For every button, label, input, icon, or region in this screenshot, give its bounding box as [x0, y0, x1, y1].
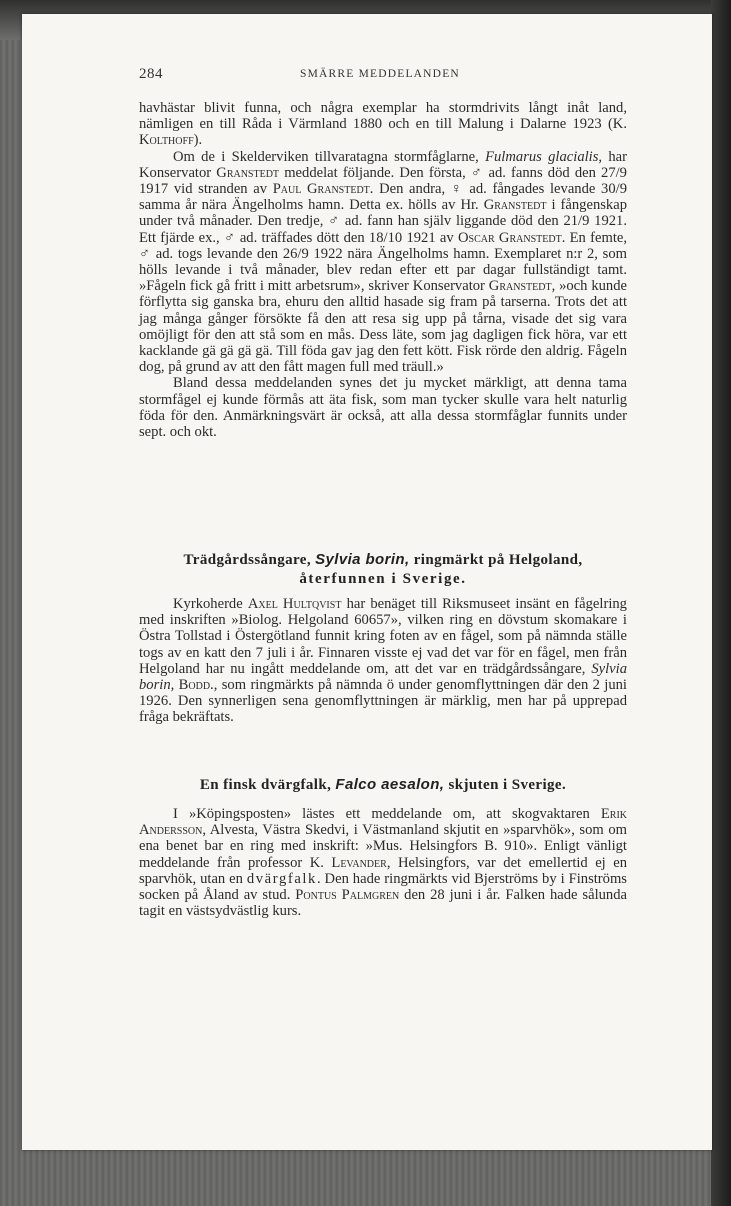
date-fraction: 21/9	[563, 213, 590, 230]
text-run: 1921. Ett fjärde ex., ♂ ad. träffades dött den	[139, 213, 628, 246]
text-run: Kyrkoherde	[173, 596, 248, 612]
article-3-body	[139, 806, 627, 919]
person-name: Oscar Granstedt	[457, 229, 562, 246]
date-fraction: 30/9	[601, 181, 627, 198]
person-name: Pontus Palmgren	[295, 887, 400, 904]
person-name: Erik Andersson	[139, 806, 627, 839]
article-2-body	[139, 596, 627, 726]
heading-text: återfunnen i Sverige.	[299, 571, 467, 587]
text-run: 1922 nära Ängelholms hamn. Exemplaret n:r 2, som hölls levande i två månader, blev redan efter ett par dagar fullständigt tamt. »Fågeln fick gå fritt i mitt arbetsrum», skriver Konservator	[139, 245, 627, 295]
heading-text: skjuten i Sverige.	[444, 777, 567, 793]
text-run: har Konservator	[139, 148, 627, 181]
person-name: Granstedt	[483, 197, 547, 214]
text-run: 1921 av	[402, 229, 458, 246]
text-run: i fångenskap under två månader. Den tredje, ♂ ad. fann han själv liggande död den	[139, 197, 627, 230]
text-run: , Helsingfors, var det emellertid ej en sparvhök, utan en	[139, 854, 627, 887]
running-title: SMÄRRE MEDDELANDEN	[300, 68, 460, 80]
person-name: Granstedt	[488, 278, 552, 295]
species-name: Sylvia borin,	[139, 660, 627, 694]
species-name: Sylvia borin,	[315, 551, 410, 568]
article-2-paragraph-1	[139, 596, 627, 726]
article-1-paragraph-1	[139, 100, 627, 149]
author-abbreviation: Bodd.	[178, 677, 214, 694]
text-run: 1917 vid stranden av	[139, 181, 273, 198]
species-name: Falco aesalon,	[335, 776, 445, 793]
date-fraction: 18/10	[368, 229, 403, 246]
text-run: . En femte, ♂ ad. togs levande den	[139, 229, 627, 262]
text-run: . Den hade ringmärkts vid Bjerströms by i Finströms socken på Åland av stud.	[139, 870, 627, 904]
heading-text: Trädgårdssångare,	[183, 552, 316, 568]
author-name: Kolthoff	[139, 132, 194, 149]
emphasized-word: dvärgfalk	[246, 870, 317, 887]
text-run: , Alvesta, Västra Skedvi, i Västmanland skjutit en »sparvhök», som om ena benet bar en ring med inskrift: »Mus. Helsingfors B. 910». Enligt vänligt meddelande från professor K.	[139, 822, 627, 871]
text-run: I »Köpingsposten» lästes ett meddelande om, att skogvaktaren	[173, 806, 601, 822]
text-run: den 28 juni i år. Falken hade sålunda tagit en västsydvästlig kurs.	[139, 887, 627, 920]
heading-text: ringmärkt på Helgoland,	[409, 552, 583, 568]
text-run: ).	[193, 132, 203, 149]
date-fraction: 27/9	[601, 164, 627, 181]
page-number: 284	[139, 66, 163, 82]
person-name: Granstedt	[216, 164, 280, 181]
text-run: havhästar blivit funna, och några exemplar ha stormdrivits långt inåt land, nämligen en till Råda i Värmland 1880 och en till Malung i Dalarne 1923 (K.	[139, 100, 627, 133]
person-name: Axel Hultqvist	[247, 596, 342, 612]
date-fraction: 26/9	[282, 245, 309, 262]
article-1-paragraph-3: Bland dessa meddelanden synes det ju mycket märkligt, att denna tama stormfågel ej kunde förmås att äta fisk, som man tycker skulle vara helt naturlig föda för den. Anmärkningsvärt är också, att alla dessa stormfåglar funnits under sept. och okt.	[139, 375, 627, 441]
person-name: Paul Granstedt	[272, 181, 370, 198]
article-3-heading	[139, 775, 627, 795]
text-run: . Den andra, ♀ ad. fångades levande	[369, 181, 602, 198]
article-2-heading	[139, 550, 627, 589]
heading-text: En finsk dvärgfalk,	[199, 777, 336, 793]
text-run: Om de i Skelderviken tillvaratagna stormfåglarne,	[173, 148, 486, 165]
text-run: har benäget till Riksmuseet insänt en fågelring med inskriften »Biolog. Helgoland 60657», vilken ring en dövstum skomakare i Östra Tollstad i Östergötland funnit kring foten av en fågel, som på nämnda ställe togs av en katt den 7 juli i år. Finnaren visste ej vad det var för en fågel, men från Helgoland har nu ingått meddelande om, att det var en trädgårdssångare,	[139, 596, 627, 677]
text-run: samma år nära Ängelholms hamn. Detta ex. hölls av Hr.	[139, 197, 484, 214]
article-3-paragraph-1	[139, 806, 627, 919]
species-name: Fulmarus glacialis,	[485, 148, 603, 165]
text-run: , »och kunde förflytta sig ganska bra, ehuru den alltid hasade sig fram på tarserna. Trots det att jag många gånger försökte få den att resa sig upp på tårna, visade det sig vara omöjligt för den att stå som en mås. Dess läte, som jag dagligen fick höra, var ett kacklande gä gä gä gä. Till föda gav jag den fett kött. Fisk rörde den aldrig. Fågeln dog, på grund av att den fått magen full med träull.»	[139, 278, 627, 376]
person-name: Levander	[331, 854, 387, 871]
scanner-right-edge	[711, 0, 731, 1206]
article-1-paragraph-2	[139, 149, 627, 376]
text-run: meddelat följande. Den första, ♂ ad. fanns död den	[279, 164, 602, 181]
article-1-body	[139, 100, 627, 440]
text-run: , som ringmärkts på nämnda ö under genomflyttningen där den 2 juni 1926. Den synnerligen sena genomflyttningen är märklig, men har på upprepad fråga bekräftats.	[139, 677, 627, 726]
